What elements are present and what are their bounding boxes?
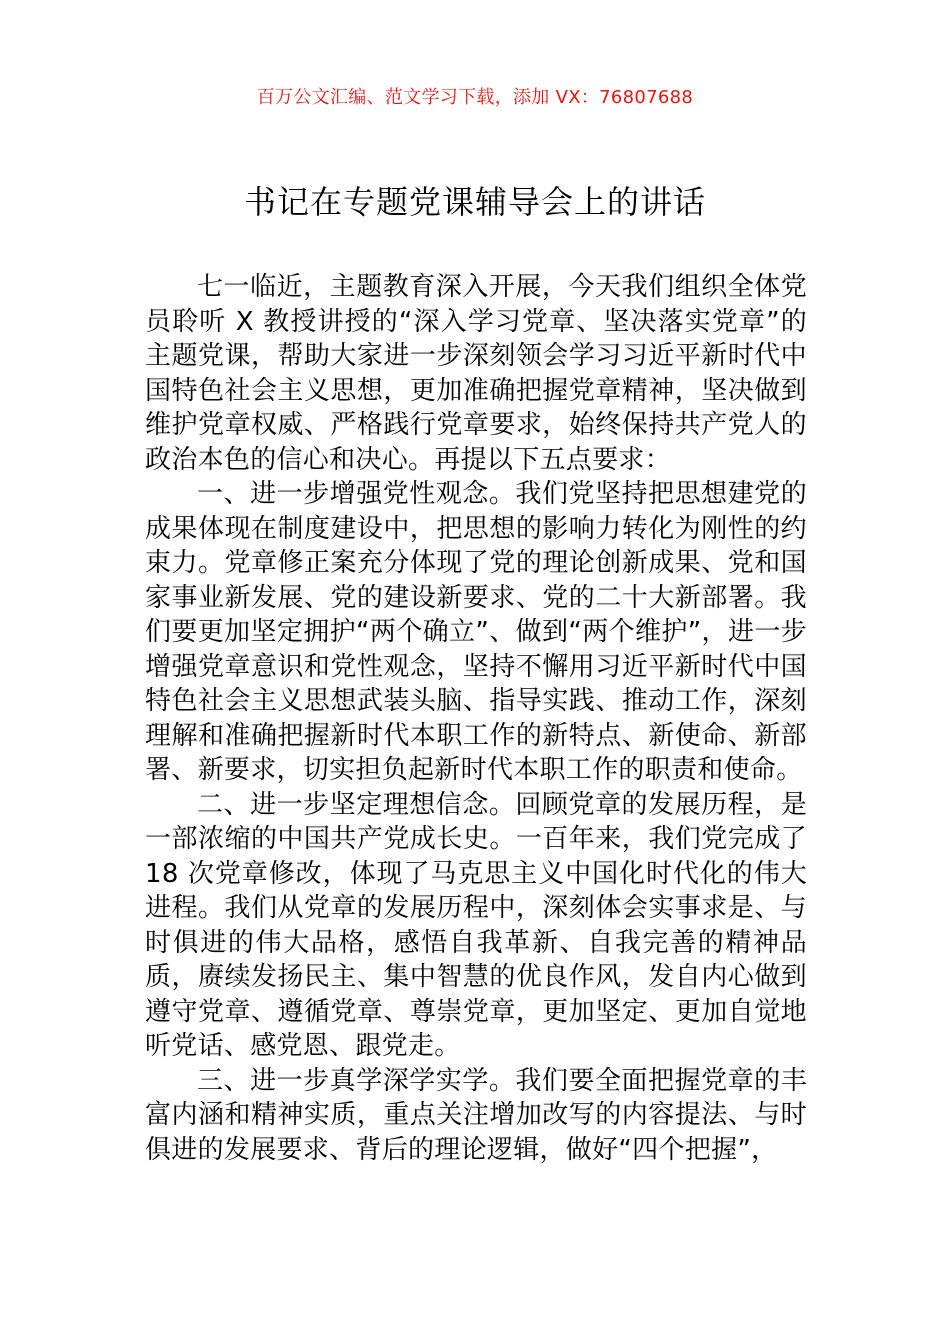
paragraph-point-3: 三、进一步真学深学实学。我们要全面把握党章的丰富内涵和精神实质，重点关注增加改写的内容提法、与时俱进的发展要求、背后的理论逻辑，做好“四个把握”， [145,1065,807,1165]
paragraph-point-1: 一、进一步增强党性观念。我们党坚持把思想建党的成果体现在制度建设中，把思想的影响力转化为刚性的约束力。党章修正案充分体现了党的理论创新成果、党和国家事业新发展、党的建设新要求、党的二十大新部署。我们要更加坚定拥护“两个确立”、做到“两个维护”，进一步增强党章意识和党性观念，坚持不懈用习近平新时代中国特色社会主义思想武装头脑、指导实践、推动工作，深刻理解和准确把握新时代本职工作的新特点、新使命、新部署、新要求，切实担负起新时代本职工作的职责和使命。 [145,479,807,785]
paragraph-point-2: 二、进一步坚定理想信念。回顾党章的发展历程，是一部浓缩的中国共产党成长史。一百年来，我们党完成了 18 次党章修改，体现了马克思主义中国化时代化的伟大进程。我们从党章的发展历程中，深刻体会实事求是、与时俱进的伟大品格，感悟自我革新、自我完善的精神品质，赓续发扬民主、集中智慧的优良作风，发自内心做到遵守党章、遵循党章、尊崇党章，更加坚定、更加自觉地听党话、感党恩、跟党走。 [145,789,807,1061]
watermark-header: 百万公文汇编、范文学习下载，添加 VX：76807688 [256,87,694,108]
page-title: 书记在专题党课辅导会上的讲话 [243,183,706,221]
document-body [145,270,807,1167]
paragraph-intro: 七一临近，主题教育深入开展，今天我们组织全体党员聆听 X 教授讲授的“深入学习党章、坚决落实党章”的主题党课，帮助大家进一步深刻领会学习习近平新时代中国特色社会主义思想，更加准确把握党章精神，坚决做到维护党章权威、严格践行党章要求，始终保持共产党人的政治本色的信心和决心。再提以下五点要求： [145,272,807,475]
